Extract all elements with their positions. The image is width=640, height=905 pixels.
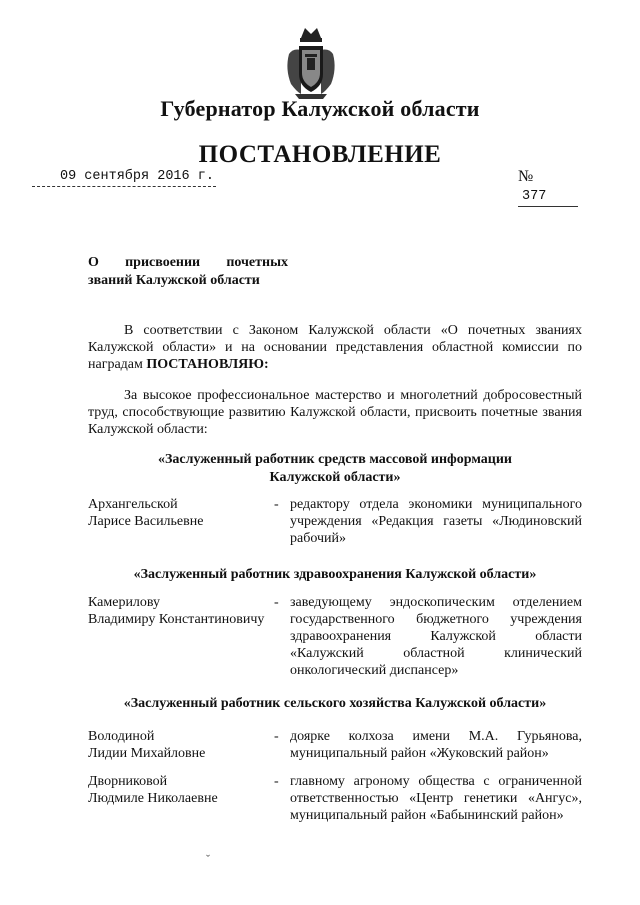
awardee-name	[88, 496, 278, 530]
awardee-name	[88, 594, 278, 628]
awardee-given-name: Лидии Михайловне	[88, 746, 206, 761]
subject-word: почетных	[226, 255, 288, 270]
subject-line-2: званий Калужской области	[88, 273, 260, 288]
awardee-surname: Володиной	[88, 729, 155, 744]
decree-date: 09 сентября 2016 г.	[32, 168, 216, 187]
entry-dash: -	[274, 595, 279, 610]
awardee-name	[88, 728, 278, 762]
subject-word: О	[88, 255, 99, 270]
decree-number	[518, 168, 600, 207]
awardee-position: заведующему эндоскопическим отделением государственного бюджетного учреждения здравоохранения Калужской области «Калужский областной клинический онкологический диспансер»	[290, 595, 582, 678]
honorary-title-media-line-1: «Заслуженный работник средств массовой информации	[158, 452, 512, 467]
awardee-surname: Архангельской	[88, 497, 178, 512]
award-paragraph	[88, 387, 582, 438]
award-text: За высокое профессиональное мастерство и многолетний добросовестный труд, способствующие развитию Калужской области, присвоить почетные звания Калужской области:	[88, 388, 582, 437]
number-sign: №	[518, 168, 534, 185]
entry-dash: -	[274, 497, 279, 512]
honorary-title-agriculture: «Заслуженный работник сельского хозяйства Калужской области»	[123, 696, 547, 711]
honorary-title-media	[88, 451, 582, 487]
awardee-surname: Камерилову	[88, 595, 161, 610]
honorary-title-health: «Заслуженный работник здравоохранения Калужской области»	[133, 567, 537, 582]
awardee-given-name: Владимиру Константиновичу	[88, 612, 265, 627]
awardee-given-name: Людмиле Николаевне	[88, 791, 218, 806]
number-value: 377	[518, 188, 578, 207]
decree-verb: ПОСТАНОВЛЯЮ:	[146, 357, 269, 372]
stray-mark: ˇ	[206, 852, 210, 866]
document-type-title: ПОСТАНОВЛЕНИЕ	[198, 141, 442, 168]
awardee-given-name: Ларисе Васильевне	[88, 514, 204, 529]
awardee-name	[88, 773, 278, 807]
honorary-title-media-line-2: Калужской области»	[269, 470, 401, 485]
kaluga-coat-of-arms-icon	[283, 24, 339, 100]
preamble-text: В соответствии с Законом Калужской области «О почетных званиях Калужской области» и на основании представления областной комиссии по наградам	[88, 323, 582, 372]
awardee-position: редактору отдела экономики муниципального учреждения «Редакция газеты «Людиновский рабочий»	[290, 497, 582, 546]
issuing-authority: Губернатор Калужской области	[160, 96, 480, 121]
entry-dash: -	[274, 729, 279, 744]
subject-word: присвоении	[125, 255, 201, 270]
decree-subject	[88, 254, 288, 290]
awardee-position: доярке колхоза имени М.А. Гурьянова, муниципальный район «Жуковский район»	[290, 729, 582, 761]
entry-dash: -	[274, 774, 279, 789]
awardee-position: главному агроному общества с ограниченной ответственностью «Центр генетики «Ангус», муниципальный район «Бабынинский район»	[290, 774, 582, 823]
preamble-paragraph	[88, 322, 582, 373]
awardee-surname: Дворниковой	[88, 774, 168, 789]
